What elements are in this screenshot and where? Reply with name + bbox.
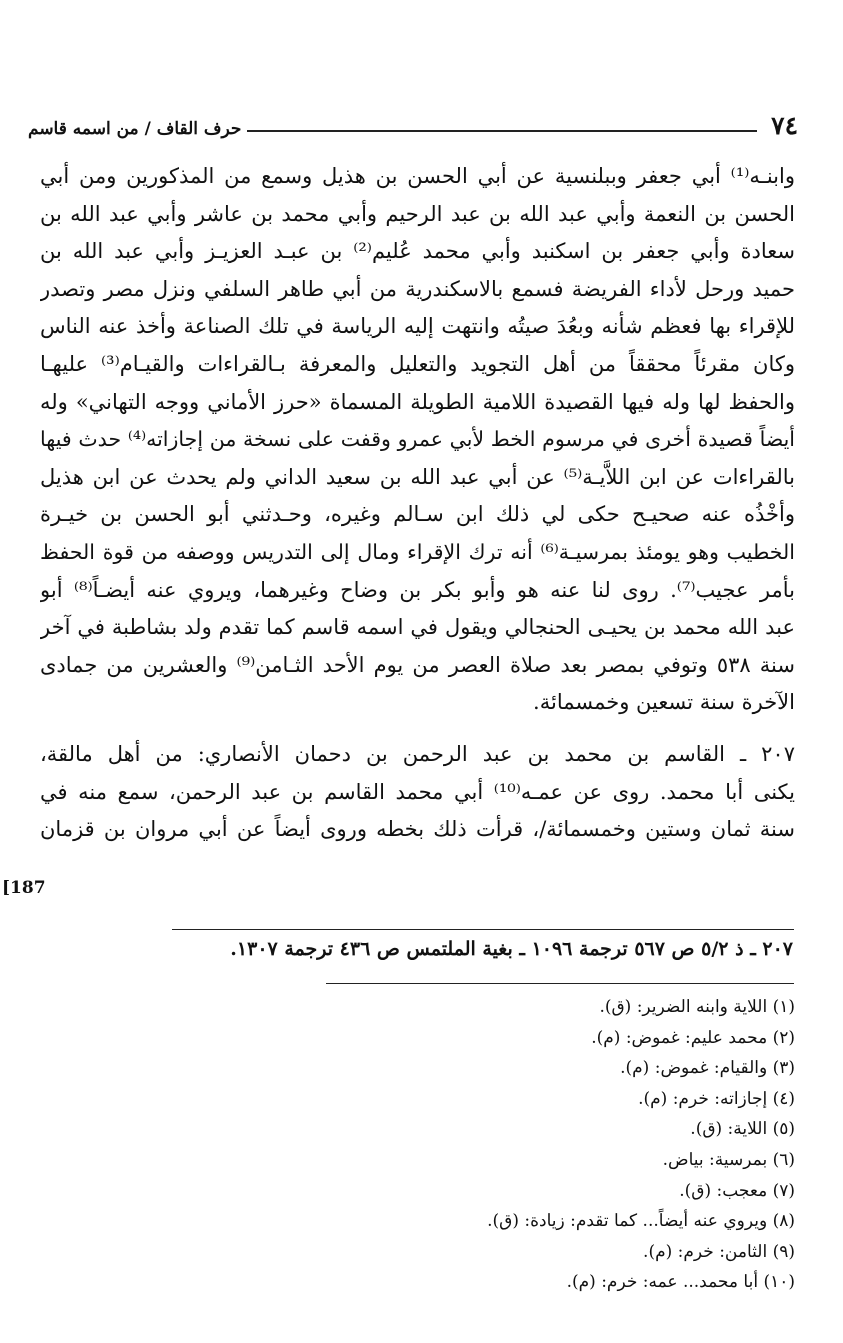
text-line: وابنـه⁽¹⁾ أبي جعفر وببلنسية عن أبي الحسن بن هذيل وسمع من المذكورين ومن أبي <box>40 164 795 188</box>
header-rule <box>247 130 757 132</box>
paragraph-gap <box>40 722 795 736</box>
footnote: (٥) اللاية: (ق). <box>690 1119 795 1140</box>
text-line: سعادة وأبي جعفر بن اسكنبد وأبي محمد عُليم⁽²⁾ بن عبـد العزيـز وأبي عبد الله بن <box>40 239 795 264</box>
text-line: ٢٠٧ ـ القاسم بن محمد بن عبد الرحمن بن دحمان الأنصاري: من أهل مالقة، <box>40 741 795 766</box>
footnote: (٩) الثامن: خرم: (م). <box>643 1241 795 1262</box>
text-line: وكان مقرئاً محققاً من أهل التجويد والتعليل والمعرفة بـالقراءات والقيـام⁽³⁾ عليهـا <box>40 351 795 376</box>
text-line: بالقراءات عن ابن اللاَّيـة⁽⁵⁾ عن أبي عبد الله بن سعيد الداني ولم يحدث عن ابن هذيل <box>40 464 795 489</box>
page-header <box>28 98 798 138</box>
footnote: (١) اللاية وابنه الضرير: (ق). <box>599 997 795 1017</box>
text-line: سنة ٥٣٨ وتوفي بمصر بعد صلاة العصر من يوم الأحد الثـامن⁽⁹⁾ والعشرين من جمادى <box>40 652 795 677</box>
text-line: وأخْذُه عنه صحيـح حكى لي ذلك ابن سـالم وغيره، وحـدثني أبو الحسن بن خيـرة <box>40 502 795 527</box>
text-line: بأمر عجيب⁽⁷⁾. روى لنا عنه هو وأبو بكر بن وضاح وغيرهما، ويروي عنه أيضـاً⁽⁸⁾ أبو <box>40 577 795 602</box>
text-line: سنة ثمان وستين وخمسمائة/، قرأت ذلك بخطه وروى أيضاً عن أبي مروان بن قزمان <box>40 817 795 842</box>
text-line: أيضاً قصيدة أخرى في مرسوم الخط لأبي عمرو وقفت على نسخة من إجازاته⁽⁴⁾ حدث فيها <box>40 427 795 452</box>
running-head: حرف القاف / من اسمه قاسم <box>28 119 242 139</box>
footnotes <box>275 992 795 1298</box>
source-rule <box>172 929 794 930</box>
text-line: الآخرة سنة تسعين وخمسمائة. <box>533 690 795 715</box>
footnote: (١٠) أبا محمد... عمه: خرم: (م). <box>566 1272 795 1293</box>
text-line: الخطيب وهو يومئذ بمرسيـة⁽⁶⁾ أنه ترك الإقراء ومال إلى التدريس ووصفه من قوة الحفظ <box>40 539 795 564</box>
text-line: يكنى أبا محمد. روى عن عمـه⁽¹⁰⁾ أبي محمد القاسم بن عبد الرحمن، سمع منه في <box>40 779 795 804</box>
footnote: (٢) محمد عليم: غموض: (م). <box>591 1027 795 1048</box>
footnote: (٦) بمرسية: بياض. <box>662 1149 795 1170</box>
footnote: (٣) والقيام: غموض: (م). <box>620 1058 795 1079</box>
footnote: (٨) ويروي عنه أيضاً... كما تقدم: زيادة: (ق). <box>487 1211 795 1232</box>
footnote: (٧) معجب: (ق). <box>679 1180 795 1201</box>
source-reference: ٢٠٧ ـ ذ ٥/٢ ص ٥٦٧ ترجمة ١٠٩٦ ـ بغية الملتمس ص ٤٣٦ ترجمة ١٣٠٧. <box>230 938 793 960</box>
text-line: للإقراء بها فعظم شأنه وبعُدَ صيتُه وانتهت إليه الرياسة في تلك الصناعة وأخذ عنه الناس <box>40 314 795 339</box>
text-line: عبد الله محمد بن يحيـى الحنجالي ويقول في اسمه قاسم كما تقدم ولد بشاطبة في آخر <box>40 615 795 640</box>
text-line: الحسن بن النعمة وأبي عبد الله بن عبد الرحيم وأبي محمد بن عاشر وأبي عبد الله بن <box>40 201 795 226</box>
text-line: حميد ورحل لأداء الفريضة فسمع بالاسكندرية من أبي طاهر السلفي ونزل مصر وتصدر <box>40 276 795 301</box>
manuscript-folio-marker: [187 <box>2 878 46 898</box>
footnotes-rule <box>326 983 794 984</box>
page-number: ٧٤ <box>771 111 798 140</box>
text-line: والحفظ لها وله فيها القصيدة اللامية الطويلة المسماة «حرز الأماني ووجه التهاني» وله <box>40 389 795 414</box>
footnote: (٤) إجازاته: خرم: (م). <box>638 1088 795 1109</box>
main-text <box>40 158 795 849</box>
